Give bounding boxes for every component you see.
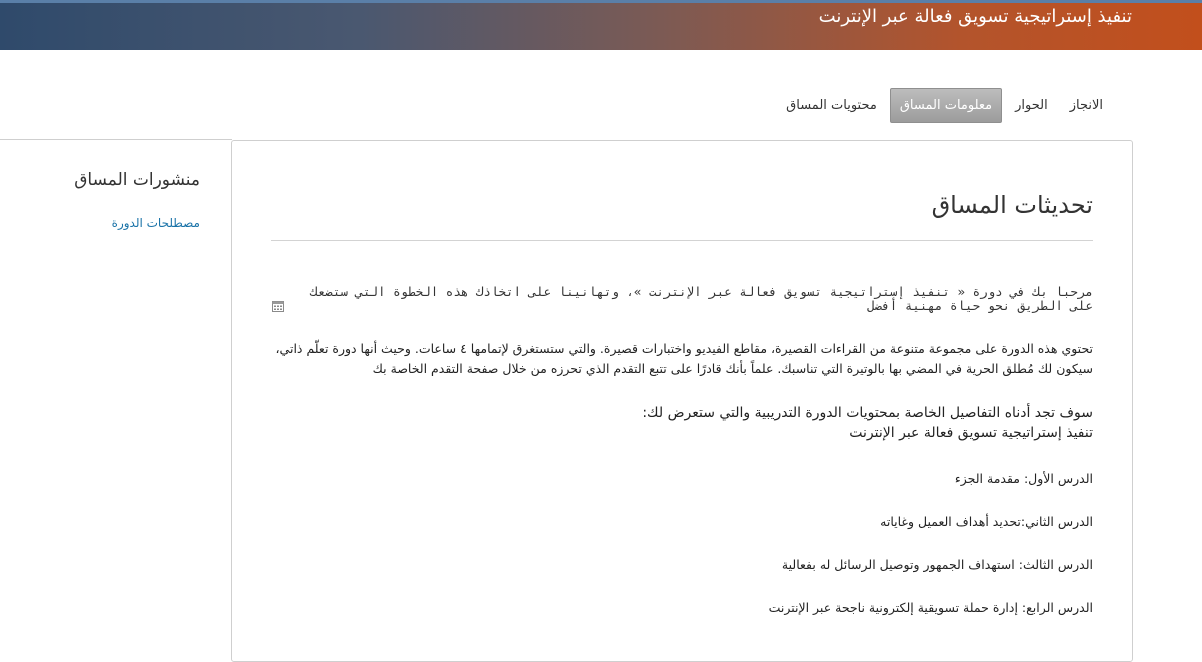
tab-discussion[interactable]: الحوار [1015,97,1048,113]
course-updates-panel [231,140,1133,662]
calendar-icon [272,297,284,308]
course-intro: تحتوي هذه الدورة على مجموعة متنوعة من القراءات القصيرة، مقاطع الفيديو واختبارات قصيرة. والتي ستستغرق لإتمامها ٤ ساعات. وحيث أنها دورة تعلّم ذاتي، سيكون لك مُطلق الحرية في المضي بها بالوتيرة التي تناسبك. علماً بأنك قادرًا على تتبع التقدم الذي تحرزه من خلال صفحة التقدم الخاصة بك [275,341,1093,376]
course-title: تنفيذ إستراتيجية تسويق فعالة عبر الإنترنت [818,6,1132,27]
header-bar [0,0,1202,50]
tab-course-content[interactable]: محتويات المساق [786,97,877,113]
lesson-3: الدرس الثالث: استهداف الجمهور وتوصيل الرسائل له بفعالية [781,557,1093,572]
sidebar-title: منشورات المساق [74,170,200,190]
tab-course-info[interactable]: معلومات المساق [890,88,1002,123]
outline-course-name: تنفيذ إستراتيجية تسويق فعالة عبر الإنترنت [849,425,1093,441]
outline-heading-text: سوف تجد أدناه التفاصيل الخاصة بمحتويات الدورة التدريبية والتي ستعرض لك: [642,405,1093,421]
lesson-2: الدرس الثاني:تحديد أهداف العميل وغاياته [880,514,1093,529]
page-title: تحديثات المساق [931,191,1093,220]
sidebar-divider [0,139,232,140]
course-handouts-sidebar [20,170,210,230]
tab-progress[interactable]: الانجاز [1069,97,1103,113]
course-glossary-link[interactable]: مصطلحات الدورة [111,216,200,230]
header-strip [0,0,1202,3]
lesson-4: الدرس الرابع: إدارة حملة تسويقية إلكترونية ناجحة عبر الإنترنت [768,600,1093,615]
lesson-1: الدرس الأول: مقدمة الجزء [954,471,1093,486]
outline-heading [271,403,1093,443]
title-divider [271,240,1093,241]
course-tabs [777,86,1112,124]
welcome-announcement: مرحبا بك في دورة « تنفيذ إستراتيجية تسويق فعالة عبر الإنترنت »، وتهانينا على اتخاذك هذه الخطوة التي ستضعك على الطريق نحو حياة مهنية أفضل [310,284,1093,313]
